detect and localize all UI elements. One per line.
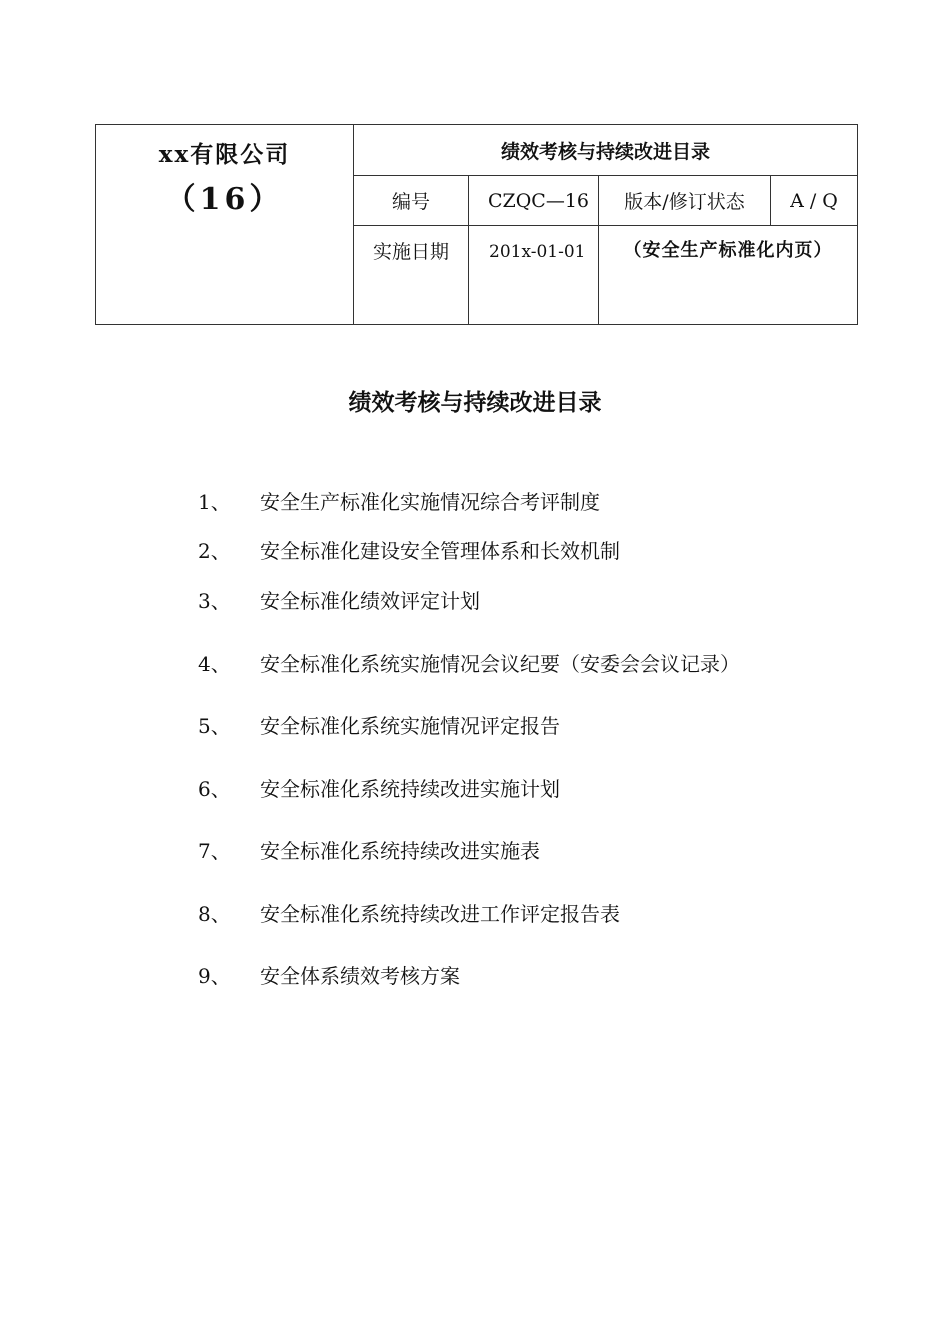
- item-number: 5、: [198, 714, 231, 738]
- list-item: [198, 961, 858, 991]
- document-number: （16）: [165, 182, 284, 217]
- item-text: 安全标准化建设安全管理体系和长效机制: [260, 539, 620, 563]
- item-text: 安全标准化绩效评定计划: [260, 589, 480, 613]
- list-item: [198, 649, 858, 679]
- inner-page-cell: [599, 226, 858, 325]
- list-item: [198, 711, 858, 741]
- item-text: 安全标准化系统持续改进实施计划: [260, 777, 560, 801]
- date-label: 实施日期: [372, 241, 449, 263]
- list-item: [198, 536, 858, 566]
- item-number: 6、: [198, 777, 231, 801]
- code-value: CZQC—16: [469, 176, 599, 226]
- list-item: [198, 899, 858, 929]
- version-label: 版本/修订状态: [599, 176, 771, 226]
- item-text: 安全体系绩效考核方案: [260, 964, 460, 988]
- list-item: [198, 586, 858, 616]
- item-number: 9、: [198, 964, 231, 988]
- header-title: 绩效考核与持续改进目录: [354, 125, 858, 176]
- company-name: xx有限公司: [158, 141, 291, 168]
- inner-page-note: （安全生产标准化内页）: [623, 240, 833, 261]
- version-value: A / Q: [771, 176, 858, 226]
- item-number: 2、: [198, 539, 231, 563]
- list-item: [198, 836, 858, 866]
- company-cell: [96, 125, 354, 325]
- document-header-table: [95, 124, 858, 325]
- item-number: 1、: [198, 490, 231, 514]
- item-number: 4、: [198, 652, 231, 676]
- list-item: [198, 487, 858, 517]
- date-label-cell: [354, 226, 469, 325]
- item-text: 安全标准化系统持续改进工作评定报告表: [260, 902, 620, 926]
- item-text: 安全标准化系统实施情况会议纪要（安委会会议记录）: [260, 652, 740, 676]
- item-text: 安全生产标准化实施情况综合考评制度: [260, 490, 600, 514]
- code-label: 编号: [354, 176, 469, 226]
- item-text: 安全标准化系统持续改进实施表: [260, 839, 540, 863]
- date-value-cell: [469, 226, 599, 325]
- list-item: [198, 774, 858, 804]
- item-number: 7、: [198, 839, 231, 863]
- item-number: 8、: [198, 902, 231, 926]
- date-value: 201x-01-01: [489, 242, 586, 262]
- item-number: 3、: [198, 589, 231, 613]
- main-title: 绩效考核与持续改进目录: [348, 389, 602, 416]
- item-text: 安全标准化系统实施情况评定报告: [260, 714, 560, 738]
